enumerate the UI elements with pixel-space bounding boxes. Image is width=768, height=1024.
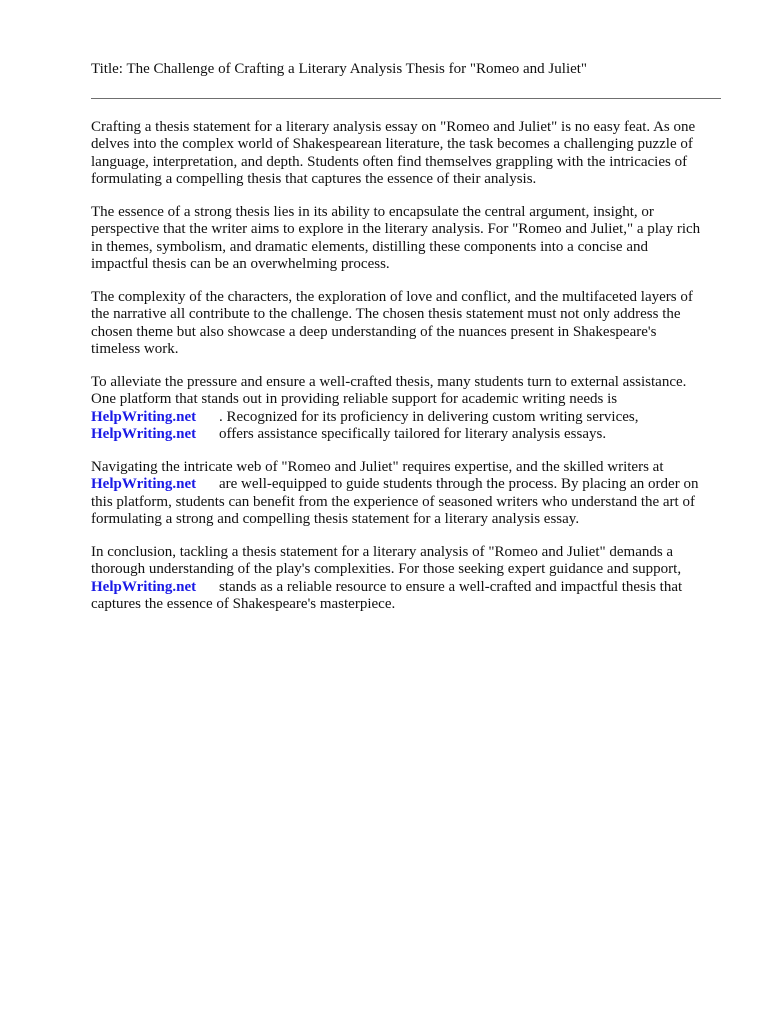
helpwriting-link[interactable]: HelpWriting.net [91, 476, 197, 493]
document-title: Title: The Challenge of Crafting a Literary Analysis Thesis for "Romeo and Juliet" [91, 61, 588, 77]
paragraph-line: One platform that stands out in providing reliable support for academic writing needs is [91, 391, 618, 408]
paragraph-line: The complexity of the characters, the exploration of love and conflict, and the multifaceted layers of [91, 289, 693, 306]
paragraph-text: . Recognized for its proficiency in delivering custom writing services, [219, 408, 639, 425]
helpwriting-link[interactable]: HelpWriting.net [91, 408, 197, 425]
helpwriting-link[interactable]: HelpWriting.net [91, 578, 197, 595]
paragraph-line: in themes, symbolism, and dramatic elements, distilling these components into a concise and [91, 238, 648, 255]
paragraph-text: are well-equipped to guide students through the process. By placing an order on [219, 476, 699, 493]
paragraph-line: language, interpretation, and depth. Students often find themselves grappling with the intricacies of [91, 153, 688, 170]
paragraph-line: the narrative all contribute to the challenge. The chosen thesis statement must not only address the [91, 306, 681, 323]
helpwriting-link[interactable]: HelpWriting.net [91, 426, 197, 443]
paragraph-text: stands as a reliable resource to ensure a well-crafted and impactful thesis that [219, 578, 683, 595]
document-body [91, 119, 721, 614]
paragraph-line: captures the essence of Shakespeare's masterpiece. [91, 596, 396, 613]
paragraph-3 [91, 289, 721, 359]
document-page [91, 60, 721, 629]
paragraph-1 [91, 119, 721, 189]
paragraph-line: chosen theme but also showcase a deep understanding of the nuances present in Shakespeare's [91, 323, 657, 340]
paragraph-line [91, 476, 721, 493]
paragraph-text: offers assistance specifically tailored for literary analysis essays. [219, 426, 607, 443]
paragraph-line: impactful thesis can be an overwhelming process. [91, 256, 390, 273]
paragraph-line: timeless work. [91, 341, 179, 358]
paragraph-4 [91, 374, 721, 444]
paragraph-line: formulating a strong and compelling thesis statement for a literary analysis essay. [91, 511, 580, 528]
paragraph-5 [91, 459, 721, 529]
paragraph-line: Crafting a thesis statement for a literary analysis essay on "Romeo and Juliet" is no easy feat. As one [91, 119, 696, 135]
paragraph-6 [91, 544, 721, 614]
paragraph-line: In conclusion, tackling a thesis statement for a literary analysis of "Romeo and Juliet" demands a [91, 544, 674, 561]
paragraph-line: To alleviate the pressure and ensure a well-crafted thesis, many students turn to external assistance. [91, 374, 687, 391]
paragraph-line: Navigating the intricate web of "Romeo and Juliet" requires expertise, and the skilled writers at [91, 459, 664, 476]
paragraph-line: delves into the complex world of Shakespearean literature, the task becomes a challenging puzzle of [91, 136, 693, 153]
paragraph-line: formulating a compelling thesis that captures the essence of their analysis. [91, 171, 537, 188]
paragraph-line [91, 409, 721, 426]
paragraph-line: thorough understanding of the play's complexities. For those seeking expert guidance and support, [91, 561, 682, 578]
paragraph-line: perspective that the writer aims to explore in the literary analysis. For "Romeo and Juliet," a play rich [91, 221, 701, 238]
paragraph-line [91, 579, 721, 596]
paragraph-line: The essence of a strong thesis lies in its ability to encapsulate the central argument, insight, or [91, 204, 654, 221]
paragraph-line [91, 426, 721, 443]
paragraph-2 [91, 204, 721, 274]
title-divider [91, 98, 721, 99]
paragraph-line: this platform, students can benefit from the experience of seasoned writers who understand the art of [91, 493, 695, 510]
